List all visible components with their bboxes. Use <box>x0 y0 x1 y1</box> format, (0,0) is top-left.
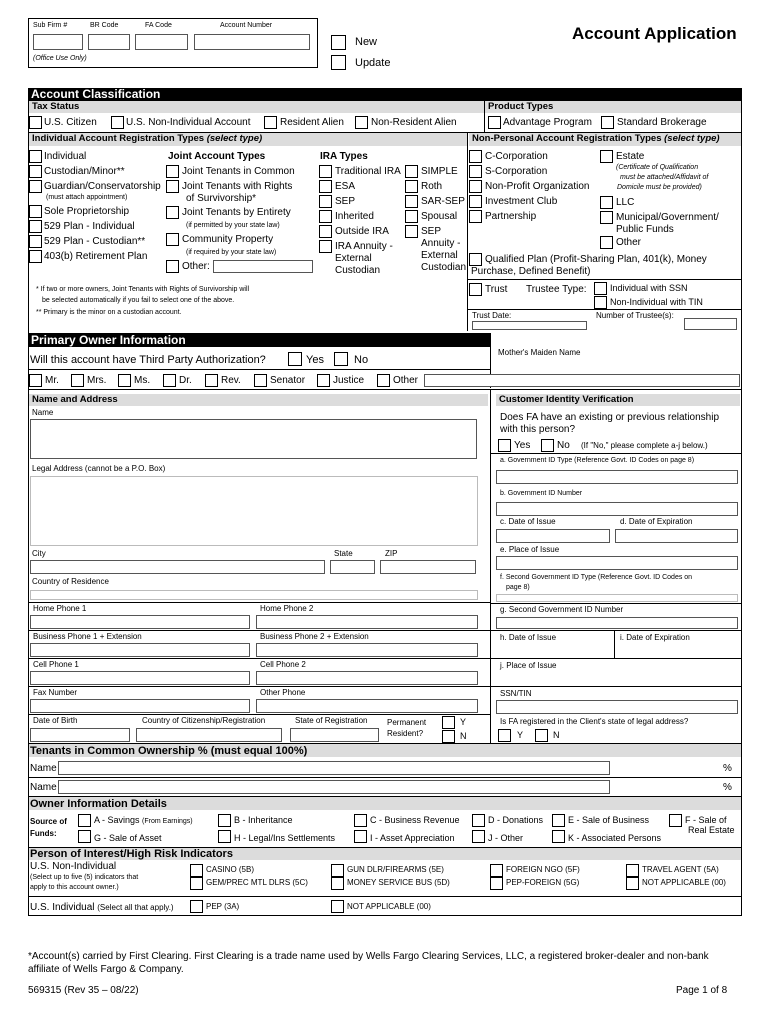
title-other-label: Other <box>393 375 419 386</box>
trust-date-label: Trust Date: <box>472 311 512 320</box>
title-other-input[interactable] <box>424 374 740 387</box>
municipal-checkbox[interactable] <box>600 211 613 224</box>
second-id-number-input[interactable] <box>496 617 738 629</box>
second-id-type-label2: page 8) <box>506 584 530 591</box>
if-required-label: (if required by your state law) <box>186 249 277 256</box>
plan403-label: 403(b) Retirement Plan <box>44 251 148 262</box>
nonpers-other-label: Other <box>616 237 642 248</box>
custodian-minor-checkbox[interactable] <box>29 165 42 178</box>
id-number-label: b. Government ID Number <box>500 490 583 497</box>
poi-na-label: NOT APPLICABLE (00) <box>642 878 726 887</box>
place-issue-input[interactable] <box>496 556 738 570</box>
nonprofit-checkbox[interactable] <box>469 180 482 193</box>
src-j-label: J - Other <box>488 833 524 843</box>
title-other-checkbox[interactable] <box>377 374 390 387</box>
account-classification-header: Account Classification <box>28 88 742 101</box>
state-label: State <box>334 549 353 558</box>
date-issue-input[interactable] <box>496 529 610 543</box>
jt-entirety-label: Joint Tenants by Entirety <box>182 207 291 218</box>
non-resident-alien-checkbox[interactable] <box>355 116 368 129</box>
invest-club-label: Investment Club <box>485 196 558 207</box>
source-label2: Funds: <box>30 829 57 838</box>
citizenship-label: Country of Citizenship/Registration <box>142 716 266 725</box>
trad-ira-checkbox[interactable] <box>319 165 332 178</box>
src-k-checkbox[interactable] <box>552 830 565 843</box>
bus-phone1-input[interactable] <box>30 643 250 657</box>
state-input[interactable] <box>330 560 375 574</box>
trustee-type-label: Trustee Type: <box>526 284 587 295</box>
tenant1-name-label: Name <box>30 763 57 774</box>
cert3-label: Domicile must be provided) <box>617 184 702 191</box>
senator-checkbox[interactable] <box>254 374 267 387</box>
tenant2-name-input[interactable] <box>58 780 610 794</box>
tenant2-pct: % <box>723 782 732 793</box>
travel-label: TRAVEL AGENT (5A) <box>642 865 719 874</box>
src-h-label: H - Legal/Ins Settlements <box>234 833 336 843</box>
name-label: Name <box>32 408 54 417</box>
update-checkbox[interactable] <box>331 55 346 70</box>
must-attach-label: (must attach appointment) <box>46 194 128 201</box>
trust-label: Trust <box>485 284 508 295</box>
legal-address-input[interactable] <box>30 476 478 546</box>
poi-header: Person of Interest/High Risk Indicators <box>30 848 233 860</box>
tenants-header: Tenants in Common Ownership % (must equal 100%) <box>30 745 308 757</box>
non-ind-tin-checkbox[interactable] <box>594 296 607 309</box>
poi-sel2-label: apply to this account owner.) <box>30 884 119 891</box>
trust-checkbox[interactable] <box>469 283 482 296</box>
src-a-checkbox[interactable] <box>78 814 91 827</box>
jt-entirety-checkbox[interactable] <box>166 206 179 219</box>
cell-phone2-label: Cell Phone 2 <box>260 660 306 669</box>
fa-registered-n-checkbox[interactable] <box>535 729 548 742</box>
permanent-n-label: N <box>460 731 467 741</box>
fa-registered-label: Is FA registered in the Client's state of legal address? <box>500 717 689 726</box>
src-d-label: D - Donations <box>488 815 544 825</box>
jt-common-label: Joint Tenants in Common <box>182 166 295 177</box>
br-code-label: BR Code <box>90 22 119 29</box>
resident-label: Resident? <box>387 729 424 738</box>
src-b-label: B - Inheritance <box>234 815 293 825</box>
br-code-input[interactable] <box>88 34 130 50</box>
src-a-label: A - Savings (From Earnings) <box>94 815 193 825</box>
gun-label: GUN DLR/FIREARMS (5E) <box>347 865 444 874</box>
permanent-label: Permanent <box>387 718 427 727</box>
outside-ira-checkbox[interactable] <box>319 225 332 238</box>
joint-other-checkbox[interactable] <box>166 260 179 273</box>
resident-alien-checkbox[interactable] <box>264 116 277 129</box>
esa-label: ESA <box>335 181 356 192</box>
s-corp-checkbox[interactable] <box>469 165 482 178</box>
src-h-checkbox[interactable] <box>218 830 231 843</box>
jt-common-checkbox[interactable] <box>166 165 179 178</box>
plan529c-label: 529 Plan - Custodian** <box>44 236 146 247</box>
src-i-label: I - Asset Appreciation <box>370 833 455 843</box>
inherited-checkbox[interactable] <box>319 210 332 223</box>
new-label: New <box>355 36 378 48</box>
sole-prop-checkbox[interactable] <box>29 205 42 218</box>
tax-status-header: Tax Status <box>29 101 484 113</box>
ngo-label: FOREIGN NGO (5F) <box>506 865 580 874</box>
pep-foreign-checkbox[interactable] <box>490 877 503 890</box>
pep3a-label: PEP (3A) <box>206 902 240 911</box>
date-issue-label: c. Date of Issue <box>500 517 556 526</box>
standard-brokerage-checkbox[interactable] <box>601 116 614 129</box>
date-exp-input[interactable] <box>615 529 738 543</box>
trust-date-input[interactable] <box>472 321 587 330</box>
senator-label: Senator <box>270 375 306 386</box>
new-checkbox[interactable] <box>331 35 346 50</box>
partnership-label: Partnership <box>485 211 537 222</box>
us-citizen-label: U.S. Citizen <box>44 117 97 128</box>
src-e-label: E - Sale of Business <box>568 815 650 825</box>
us-ind-na-label: NOT APPLICABLE (00) <box>347 902 431 911</box>
ind-ssn-checkbox[interactable] <box>594 282 607 295</box>
name-address-header: Name and Address <box>29 394 488 406</box>
src-k-label: K - Associated Persons <box>568 833 662 843</box>
src-j-checkbox[interactable] <box>472 830 485 843</box>
fa-registered-n-label: N <box>553 730 560 740</box>
simple-label: SIMPLE <box>421 166 458 177</box>
id-number-input[interactable] <box>496 502 738 516</box>
other-phone-input[interactable] <box>256 699 478 713</box>
sep2-label: SEP <box>421 226 442 237</box>
num-trustees-label: Number of Trustee(s): <box>596 311 674 320</box>
rev-label: Rev. <box>221 375 241 386</box>
us-non-individual-checkbox[interactable] <box>111 116 124 129</box>
msb-checkbox[interactable] <box>331 877 344 890</box>
gem-label: GEM/PREC MTL DLRS (5C) <box>206 878 308 887</box>
fa-rel-yes-label: Yes <box>514 440 531 451</box>
ngo-checkbox[interactable] <box>490 864 503 877</box>
nonprofit-label: Non-Profit Organization <box>485 181 590 192</box>
joint-types-heading: Joint Account Types <box>168 151 266 162</box>
advantage-program-label: Advantage Program <box>503 117 592 128</box>
home-phone1-label: Home Phone 1 <box>33 604 87 613</box>
inherited-label: Inherited <box>335 211 374 222</box>
guardian-label: Guardian/Conservatorship <box>44 181 161 192</box>
nonpersonal-reg-header: Non-Personal Account Registration Types (select type) <box>469 133 741 146</box>
office-use-label: (Office Use Only) <box>33 55 87 62</box>
pep3a-checkbox[interactable] <box>190 900 203 913</box>
fa-code-label: FA Code <box>145 22 172 29</box>
third-party-yes-checkbox[interactable] <box>288 352 302 366</box>
fax-input[interactable] <box>30 699 250 713</box>
account-number-input[interactable] <box>194 34 310 50</box>
city-label: City <box>32 549 46 558</box>
footer-note2: affiliate of Wells Fargo & Company. <box>28 964 184 975</box>
legal-address-label: Legal Address (cannot be a P.O. Box) <box>32 464 166 473</box>
invest-club-checkbox[interactable] <box>469 195 482 208</box>
second-date-issue-label: h. Date of Issue <box>500 633 557 642</box>
sub-firm-input[interactable] <box>33 34 83 50</box>
page-title: Account Application <box>572 24 737 43</box>
sarsep-label: SAR-SEP <box>421 196 465 207</box>
community-label: Community Property <box>182 234 274 245</box>
custodian-label: Custodian <box>335 265 381 276</box>
fax-label: Fax Number <box>33 688 78 697</box>
jt-rights-checkbox[interactable] <box>166 180 179 193</box>
country-input[interactable] <box>30 590 478 600</box>
bus-phone2-label: Business Phone 2 + Extension <box>260 632 369 641</box>
does-fa-line2: with this person? <box>500 424 576 435</box>
dob-input[interactable] <box>30 728 130 742</box>
tenant1-name-input[interactable] <box>58 761 610 775</box>
zip-label: ZIP <box>385 549 398 558</box>
sep-checkbox[interactable] <box>319 195 332 208</box>
dob-label: Date of Birth <box>33 716 78 725</box>
name-input[interactable] <box>30 419 477 459</box>
community-checkbox[interactable] <box>166 233 179 246</box>
src-g-checkbox[interactable] <box>78 830 91 843</box>
permanent-y-label: Y <box>460 717 467 727</box>
date-exp-label: d. Date of Expiration <box>620 517 693 526</box>
fa-code-input[interactable] <box>135 34 188 50</box>
zip-input[interactable] <box>380 560 476 574</box>
ssn-input[interactable] <box>496 700 738 714</box>
dr-label: Dr. <box>179 375 192 386</box>
src-c-label: C - Business Revenue <box>370 815 460 825</box>
s-corp-label: S-Corporation <box>485 166 548 177</box>
c-corp-label: C-Corporation <box>485 151 548 162</box>
second-place-issue-label: j. Place of Issue <box>500 661 557 670</box>
cell-phone2-input[interactable] <box>256 671 478 685</box>
non-ind-tin-label: Non-Individual with TIN <box>610 297 703 307</box>
advantage-program-checkbox[interactable] <box>488 116 501 129</box>
state-reg-input[interactable] <box>290 728 379 742</box>
of-survivorship-label: of Survivorship* <box>186 193 257 204</box>
municipal-label: Municipal/Government/ <box>616 212 719 223</box>
id-type-input[interactable] <box>496 470 738 484</box>
partnership-checkbox[interactable] <box>469 210 482 223</box>
mr-label: Mr. <box>45 375 59 386</box>
estate-label: Estate <box>616 151 645 162</box>
simple-checkbox[interactable] <box>405 165 418 178</box>
plan529-checkbox[interactable] <box>29 220 42 233</box>
individual-checkbox[interactable] <box>29 150 42 163</box>
details-header: Owner Information Details <box>30 798 167 810</box>
cert1-label: (Certificate of Qualification <box>616 164 699 171</box>
us-non-individual-label: U.S. Non-Individual Account <box>126 117 251 128</box>
sep-label: SEP <box>335 196 356 207</box>
second-id-type-label: f. Second Government ID Type (Reference Govt. ID Codes on <box>500 574 693 581</box>
casino-checkbox[interactable] <box>190 864 203 877</box>
poi-na-checkbox[interactable] <box>626 877 639 890</box>
dr-checkbox[interactable] <box>163 374 176 387</box>
fa-rel-no-checkbox[interactable] <box>541 439 554 452</box>
src-f2-label: Real Estate <box>688 825 735 835</box>
country-label: Country of Residence <box>32 577 109 586</box>
gem-checkbox[interactable] <box>190 877 203 890</box>
roth-checkbox[interactable] <box>405 180 418 193</box>
src-f-checkbox[interactable] <box>669 814 682 827</box>
src-e-checkbox[interactable] <box>552 814 565 827</box>
jt-rights-label: Joint Tenants with Rights <box>182 181 293 192</box>
plan403-checkbox[interactable] <box>29 250 42 263</box>
annuity-label: Annuity - <box>421 238 461 249</box>
footer-note1: *Account(s) carried by First Clearing. First Clearing is a trade name used by Wells Fargo Clearing Services, LLC, a registered broker-dealer and non-bank <box>28 951 709 962</box>
fa-rel-yes-checkbox[interactable] <box>498 439 511 452</box>
roth-label: Roth <box>421 181 443 192</box>
third-party-no-checkbox[interactable] <box>334 352 348 366</box>
tenant1-pct: % <box>723 763 732 774</box>
fa-registered-y-checkbox[interactable] <box>498 729 511 742</box>
home-phone2-input[interactable] <box>256 615 478 629</box>
sarsep-checkbox[interactable] <box>405 195 418 208</box>
external2-label: External <box>421 250 458 261</box>
plan529-label: 529 Plan - Individual <box>44 221 135 232</box>
poi-non-ind-label: U.S. Non-Individual <box>30 861 117 872</box>
src-f-label: F - Sale of <box>685 815 727 825</box>
num-trustees-input[interactable] <box>684 318 737 330</box>
third-party-yes-label: Yes <box>306 354 324 366</box>
justice-checkbox[interactable] <box>317 374 330 387</box>
joint-other-input[interactable] <box>213 260 313 273</box>
poi-sel1-label: (Select up to five (5) indicators that <box>30 874 139 881</box>
src-b-checkbox[interactable] <box>218 814 231 827</box>
account-number-label: Account Number <box>220 22 273 29</box>
third-party-question: Will this account have Third Party Authorization? <box>30 354 266 366</box>
c-corp-checkbox[interactable] <box>469 150 482 163</box>
travel-checkbox[interactable] <box>626 864 639 877</box>
gun-checkbox[interactable] <box>331 864 344 877</box>
rev-checkbox[interactable] <box>205 374 218 387</box>
msb-label: MONEY SERVICE BUS (5D) <box>347 878 450 887</box>
spousal-checkbox[interactable] <box>405 210 418 223</box>
note2: be selected automatically if you fail to select one of the above. <box>42 297 235 304</box>
plan529c-checkbox[interactable] <box>29 235 42 248</box>
update-label: Update <box>355 57 391 69</box>
llc-label: LLC <box>616 197 635 208</box>
cell-phone1-label: Cell Phone 1 <box>33 660 79 669</box>
mr-checkbox[interactable] <box>29 374 42 387</box>
us-citizen-checkbox[interactable] <box>29 116 42 129</box>
civ-header: Customer Identity Verification <box>496 394 740 406</box>
ira-annuity-checkbox[interactable] <box>319 240 332 253</box>
llc-checkbox[interactable] <box>600 196 613 209</box>
second-date-exp-label: i. Date of Expiration <box>620 633 690 642</box>
source-label1: Source of <box>30 817 67 826</box>
if-permitted-label: (if permitted by your state law) <box>186 222 280 229</box>
custodian2-label: Custodian <box>421 262 467 273</box>
primary-owner-header: Primary Owner Information <box>28 333 490 347</box>
city-input[interactable] <box>30 560 325 574</box>
public-funds-label: Public Funds <box>616 224 674 235</box>
src-d-checkbox[interactable] <box>472 814 485 827</box>
product-types-header: Product Types <box>485 101 741 113</box>
individual-reg-header: Individual Account Registration Types (select type) <box>29 133 467 146</box>
home-phone2-label: Home Phone 2 <box>260 604 314 613</box>
qualified2-label: Purchase, Defined Benefit) <box>471 266 591 277</box>
fa-registered-y-label: Y <box>517 730 524 740</box>
guardian-checkbox[interactable] <box>29 180 42 193</box>
joint-other-label: Other: <box>182 261 210 272</box>
mrs-label: Mrs. <box>87 375 107 386</box>
sole-prop-label: Sole Proprietorship <box>44 206 130 217</box>
ind-ssn-label: Individual with SSN <box>610 283 688 293</box>
src-c-checkbox[interactable] <box>354 814 367 827</box>
sep-annuity-checkbox[interactable] <box>405 225 418 238</box>
sub-firm-label: Sub Firm # <box>33 22 68 29</box>
ssn-label: SSN/TIN <box>500 689 532 698</box>
note3: ** Primary is the minor on a custodian account. <box>36 309 182 316</box>
place-issue-label: e. Place of Issue <box>500 545 560 554</box>
state-reg-label: State of Registration <box>295 716 368 725</box>
form-number: 569315 (Rev 35 – 08/22) <box>28 985 139 996</box>
cell-phone1-input[interactable] <box>30 671 250 685</box>
src-g-label: G - Sale of Asset <box>94 833 162 843</box>
ira-types-heading: IRA Types <box>320 151 368 162</box>
poi-us-ind-label: U.S. Individual (Select all that apply.) <box>30 902 174 913</box>
tenant2-name-label: Name <box>30 782 57 793</box>
if-no-label: (If "No," please complete a-j below.) <box>581 441 708 450</box>
qualified-plan-checkbox[interactable] <box>469 253 482 266</box>
page-number: Page 1 of 8 <box>676 985 728 996</box>
ira-annuity-label: IRA Annuity - <box>335 241 393 252</box>
external-label: External <box>335 253 372 264</box>
outside-ira-label: Outside IRA <box>335 226 389 237</box>
spousal-label: Spousal <box>421 211 458 222</box>
fa-rel-no-label: No <box>557 440 570 451</box>
mrs-checkbox[interactable] <box>71 374 84 387</box>
qualified1-label: Qualified Plan (Profit-Sharing Plan, 401(k), Money <box>485 254 707 265</box>
id-type-label: a. Government ID Type (Reference Govt. ID Codes on page 8) <box>500 457 695 464</box>
ms-label: Ms. <box>134 375 151 386</box>
casino-label: CASINO (5B) <box>206 865 255 874</box>
maiden-name-label: Mother's Maiden Name <box>498 348 581 357</box>
justice-label: Justice <box>333 375 365 386</box>
pep-foreign-label: PEP-FOREIGN (5G) <box>506 878 580 887</box>
other-phone-label: Other Phone <box>260 688 306 697</box>
permanent-y-checkbox[interactable] <box>442 716 455 729</box>
src-i-checkbox[interactable] <box>354 830 367 843</box>
second-id-number-label: g. Second Government ID Number <box>500 605 624 614</box>
non-resident-alien-label: Non-Resident Alien <box>371 117 457 128</box>
permanent-n-checkbox[interactable] <box>442 730 455 743</box>
ms-checkbox[interactable] <box>118 374 131 387</box>
bus-phone2-input[interactable] <box>256 643 478 657</box>
cert2-label: must be attached/Affidavit of <box>620 174 709 181</box>
home-phone1-input[interactable] <box>30 615 250 629</box>
note1: * If two or more owners, Joint Tenants with Rights of Survivorship will <box>36 286 250 293</box>
trad-ira-label: Traditional IRA <box>335 166 401 177</box>
esa-checkbox[interactable] <box>319 180 332 193</box>
standard-brokerage-label: Standard Brokerage <box>617 117 707 128</box>
resident-alien-label: Resident Alien <box>280 117 344 128</box>
estate-checkbox[interactable] <box>600 150 613 163</box>
second-id-type-input[interactable] <box>496 594 738 602</box>
does-fa-line1: Does FA have an existing or previous relationship <box>500 412 720 423</box>
custodian-minor-label: Custodian/Minor** <box>44 166 125 177</box>
bus-phone1-label: Business Phone 1 + Extension <box>33 632 142 641</box>
nonpers-other-checkbox[interactable] <box>600 236 613 249</box>
citizenship-input[interactable] <box>136 728 282 742</box>
third-party-no-label: No <box>354 354 369 366</box>
individual-label: Individual <box>44 151 87 162</box>
us-ind-na-checkbox[interactable] <box>331 900 344 913</box>
